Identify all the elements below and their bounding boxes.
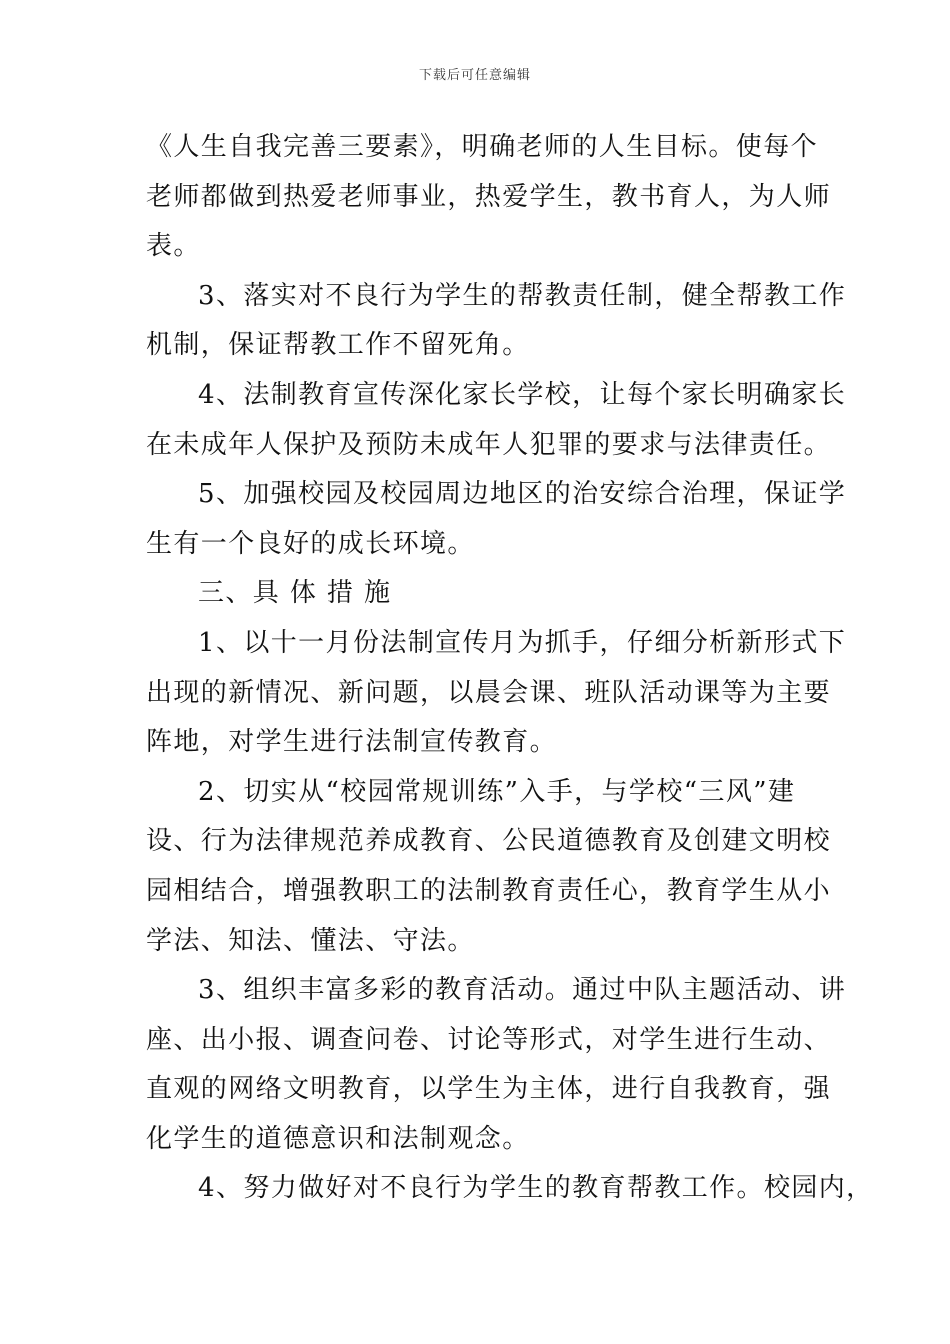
paragraph-start-line: 4、努力做好对不良行为学生的教育帮教工作。校园内，: [198, 1173, 874, 1204]
page-header: 下载后可任意编辑: [418, 68, 531, 83]
text-line: 《人生自我完善三要素》，明确老师的人生目标。使每个: [146, 132, 819, 162]
text-line: 化学生的道德意识和法制观念。: [146, 1123, 530, 1154]
text-line: 机制，保证帮教工作不留死角。: [146, 330, 530, 361]
document-body: [146, 123, 874, 1214]
text-line: 阵地，对学生进行法制宣传教育。: [146, 727, 558, 758]
paragraph-start-line: 1、以十一月份法制宣传月为抓手，仔细分析新形式下: [198, 627, 847, 658]
text-line: 出现的新情况、新问题，以晨会课、班队活动课等为主要: [146, 677, 832, 708]
text-line: 直观的网络文明教育，以学生为主体，进行自我教育，强: [146, 1074, 832, 1105]
text-line: 园相结合，增强教职工的法制教育责任心，教育学生从小: [146, 875, 832, 906]
text-line: 在未成年人保护及预防未成年人犯罪的要求与法律责任。: [146, 429, 832, 460]
text-line: 表。: [146, 231, 201, 262]
text-line: 生有一个良好的成长环境。: [146, 528, 475, 559]
paragraph-start-line: 3、落实对不良行为学生的帮教责任制，健全帮教工作: [198, 280, 847, 311]
text-line: 老师都做到热爱老师事业，热爱学生，教书育人，为人师: [146, 181, 832, 212]
text-line: 设、行为法律规范养成教育、公民道德教育及创建文明校: [146, 826, 832, 857]
section-heading: 三、具 体 措 施: [198, 578, 392, 609]
text-line: 学法、知法、懂法、守法。: [146, 925, 475, 956]
paragraph-start-line: 4、法制教育宣传深化家长学校，让每个家长明确家长: [198, 379, 847, 410]
paragraph-start-line: 5、加强校园及校园周边地区的治安综合治理，保证学: [198, 479, 847, 510]
paragraph-start-line: 2、切实从“校园常规训练”入手，与学校“三风”建: [198, 776, 796, 807]
text-line: 座、出小报、调查问卷、讨论等形式，对学生进行生动、: [146, 1024, 832, 1055]
paragraph-start-line: 3、组织丰富多彩的教育活动。通过中队主题活动、讲: [198, 975, 847, 1006]
